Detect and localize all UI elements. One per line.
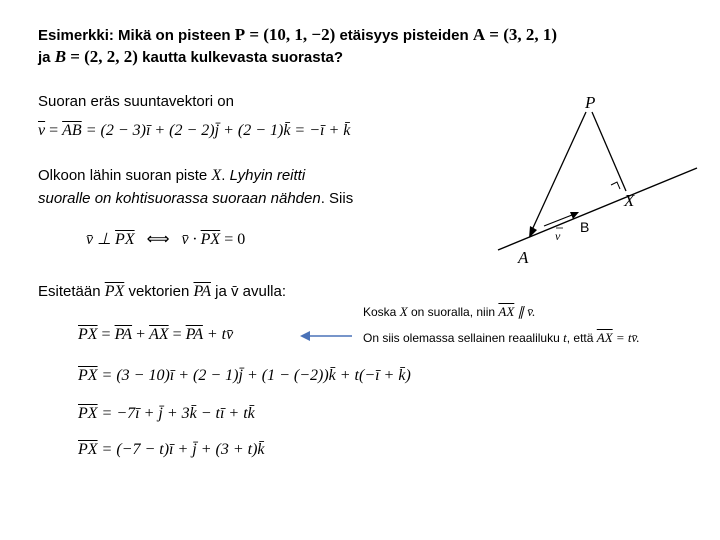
vector-px: $\overline{PX}$: [104, 283, 125, 300]
title-text-end: kautta kulkevasta suorasta?: [142, 49, 344, 66]
perp-right: v̄ ·: [181, 231, 201, 248]
closest-italic-2: suoralle on kohtisuorassa suoraan nähden: [38, 190, 321, 207]
t-symbol: t: [563, 330, 567, 345]
title-text: Esimerkki: Mikä on pisteen: [38, 27, 231, 44]
closest-period: .: [221, 167, 226, 184]
vector-v: $\overline{v}$: [38, 122, 46, 139]
express-text-2: vektorien: [128, 283, 190, 300]
express-text-3: ja v̄ avulla:: [215, 283, 287, 300]
vector-px: $\overline{PX}$: [200, 231, 221, 248]
point-p-coords: (10, 1, −2): [263, 25, 336, 44]
vector-pa: $\overline{PA}$: [193, 283, 211, 300]
note-text-2: on suoralla, niin: [411, 305, 496, 319]
note-parallel: ∥ v̄.: [514, 304, 536, 319]
point-x-symbol: X: [211, 167, 222, 184]
segment-px: [592, 112, 626, 191]
vector-px: $\overline{PX}$: [78, 326, 98, 343]
line-ab: [498, 168, 697, 250]
eq-sign: =: [97, 326, 115, 343]
eq4-rest: = (−7 − t)ī + j̄ + (3 + t)k̄: [97, 441, 265, 458]
direction-equation: $\overline{v} = \overline{AB} = (2$ − 3)ī + (2 − 2)j̄ + (2 − 1)k̄ = −ī + k̄: [38, 122, 351, 139]
vector-px: $\overline{PX}$: [78, 405, 98, 422]
title-text-mid: etäisyys pisteiden: [339, 27, 469, 44]
point-a-label: A: [472, 25, 486, 44]
express-text: Esitetään: [38, 283, 101, 300]
note-eq: = tv̄.: [612, 330, 640, 345]
title-line-2: ja B = (2, 2, 2) kautta kulkevasta suorasta?: [38, 47, 344, 66]
vector-ax: $\overline{AX}$: [149, 326, 169, 343]
note-text-4: , että: [566, 331, 594, 345]
eq3-rest: = −7ī + j̄ + 3k̄ − tī + tk̄: [97, 405, 255, 422]
perp-end: = 0: [220, 231, 246, 248]
eq1-rest: + tv̄: [202, 326, 234, 343]
closest-text: Olkoon lähin suoran piste: [38, 167, 208, 184]
eq2-rest: = (3 − 10)ī + (2 − 1)j̄ + (1 − (−2))k̄ + t(−ī + k̄): [97, 367, 411, 384]
perp-left: v̄ ⊥: [86, 231, 116, 248]
point-b-label: B: [54, 47, 67, 66]
figure-label-v: v: [555, 229, 561, 243]
vector-px: $\overline{PX}$: [78, 367, 98, 384]
point-p-label: P: [234, 25, 246, 44]
eq-sign: =: [168, 326, 186, 343]
vector-pa: $\overline{PA}$: [185, 326, 203, 343]
vector-px: $\overline{PX}$: [115, 231, 135, 248]
figure-label-a: A: [518, 248, 529, 267]
right-angle-marker: [611, 182, 620, 189]
title-text-ja: ja: [38, 49, 51, 66]
direction-expansion: = (2 − 3)ī + (2 − 2)j̄ + (2 − 1)k̄ = −ī + k̄: [85, 122, 351, 139]
vector-pa: $\overline{PA}$: [114, 326, 133, 343]
iff-symbol: ⟺: [146, 231, 170, 248]
closest-italic-1: Lyhyin reitti: [229, 167, 306, 184]
plus-sign: +: [132, 326, 150, 343]
vector-ax: $\overline{AX}$: [498, 304, 515, 319]
title-line-1: Esimerkki: Mikä on pisteen P = (10, 1, −2) etäisyys pisteiden A = (3, 2, 1): [38, 25, 558, 44]
point-x-symbol: X: [399, 304, 408, 319]
direction-intro: Suoran eräs suuntavektori on: [38, 93, 234, 110]
figure-label-x: X: [624, 191, 635, 210]
vector-px: $\overline{PX}$: [78, 441, 98, 458]
point-b-coords: (2, 2, 2): [84, 47, 138, 66]
note-text-3: On siis olemassa sellainen reaaliluku: [363, 331, 560, 345]
figure-label-p: P: [585, 93, 596, 112]
vector-ax: $\overline{AX}$: [596, 330, 613, 345]
vector-ab: $\overline{AB}$: [62, 122, 82, 139]
point-a-coords: (3, 2, 1): [503, 25, 558, 44]
closest-siis: . Siis: [320, 190, 354, 207]
figure-label-b: B: [580, 219, 590, 235]
note-text: Koska: [363, 305, 397, 319]
